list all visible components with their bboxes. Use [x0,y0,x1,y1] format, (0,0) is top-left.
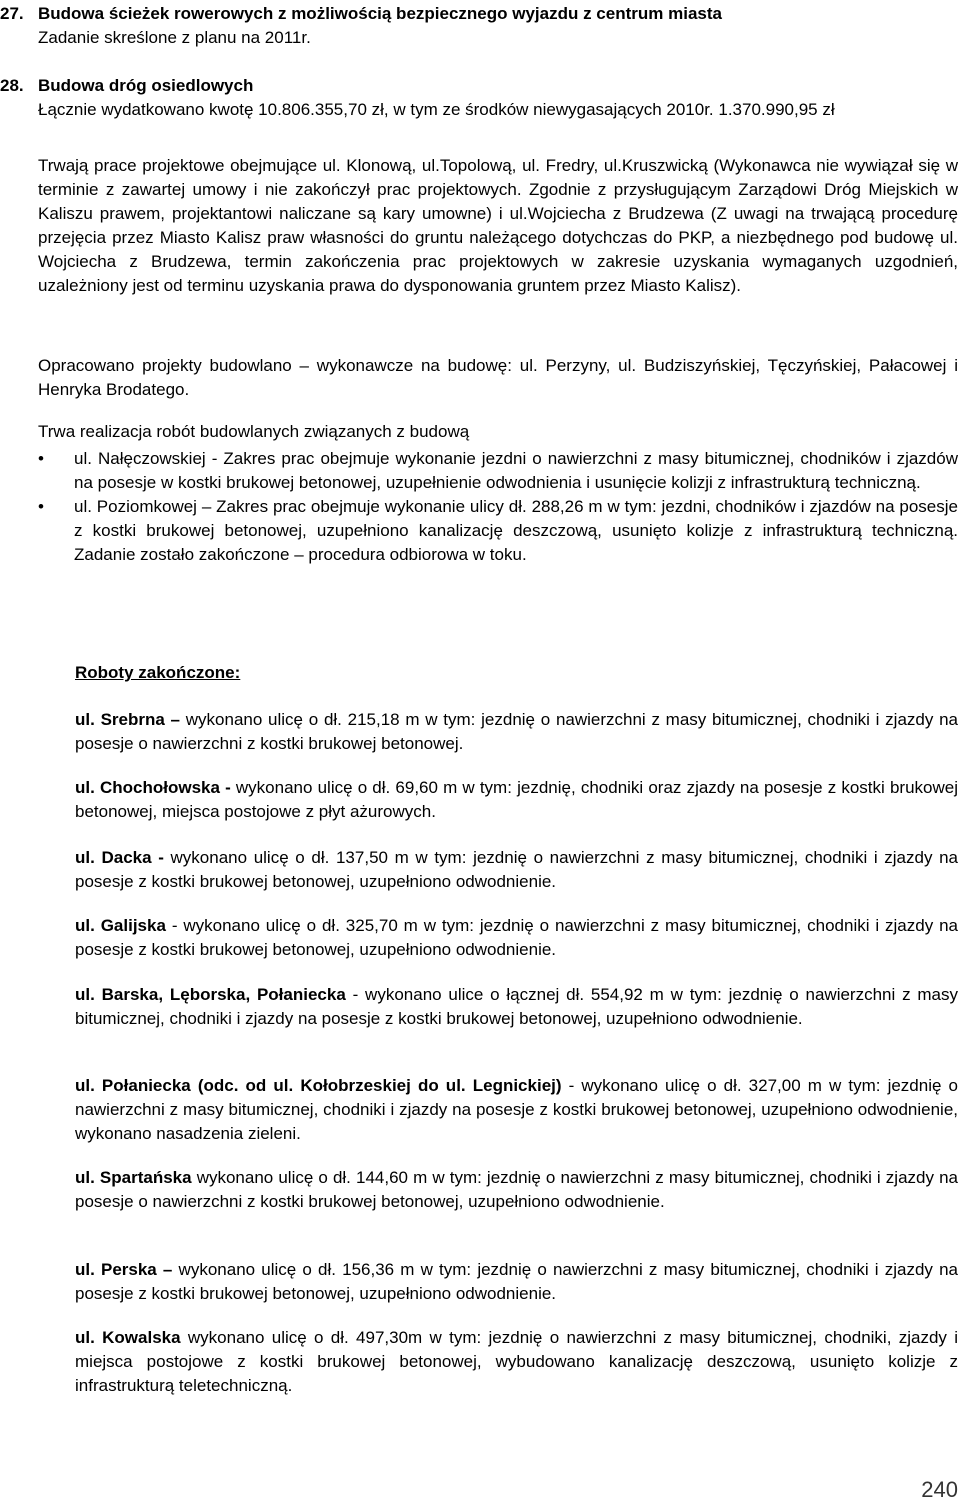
completed-item [75,1074,958,1146]
work-description: wykonano ulicę o dł. 69,60 m w tym: jezdnię, chodniki oraz zjazdy na posesje z kostki brukowej betonowej, miejsca postojowe z płyt ażurowych. [75,778,958,821]
completed-item [75,1326,958,1398]
work-description: wykonano ulicę o dł. 215,18 m w tym: jezdnię o nawierzchni z masy bitumicznej, chodniki i zjazdy na posesje o nawierzchni z kostki brukowej betonowej. [75,710,958,753]
street-name: ul. Chochołowska - [75,778,231,797]
street-name: ul. Kowalska [75,1328,181,1347]
street-name: ul. Srebrna – [75,710,181,729]
section-27-number: 27. [0,4,24,23]
completed-item [75,1166,958,1214]
list-item [38,447,958,495]
bullet-icon: • [38,497,44,516]
street-name: ul. Spartańska [75,1168,192,1187]
completed-item [75,776,958,824]
completed-item [75,1258,958,1306]
work-description: wykonano ulicę o dł. 137,50 m w tym: jezdnię o nawierzchni z masy bitumicznej, chodniki i zjazdy na posesje z kostki brukowej betonowej, uzupełniono odwodnienie. [75,848,959,891]
street-name: ul. Dacka - [75,848,164,867]
section-28-number: 28. [0,76,24,95]
page-number: 240 [921,1477,958,1502]
list-item-text: ul. Poziomkowej – Zakres prac obejmuje wykonanie ulicy dł. 288,26 m w tym: jezdni, chodników i zjazdów na posesje z kostki brukowej betonowej, uzupełniono kanalizację deszczową, usunięto kolizje z infrastrukturą techniczną. Zadanie zostało zakończone – procedura odbiorowa w toku. [74,497,958,564]
work-description: wykonano ulicę o dł. 144,60 m w tym: jezdnię o nawierzchni z masy bitumicznej, chodniki i zjazdy na posesje o nawierzchni z kostki brukowej betonowej, uzupełniono odwodnienie. [75,1168,959,1211]
bullet-icon: • [38,449,44,468]
completed-item [75,708,958,756]
completed-item [75,914,958,962]
work-description: wykonano ulicę o dł. 156,36 m w tym: jezdnię o nawierzchni z masy bitumicznej, chodniki i zjazdy na posesje z kostki brukowej betonowej, uzupełniono odwodnienie. [75,1260,958,1303]
work-description: - wykonano ulicę o dł. 327,00 m w tym: jezdnię o nawierzchni z masy bitumicznej, chodniki i zjazdy na posesje z kostki brukowej betonowej, uzupełniono odwodnienie, wykonano nasadzenia zieleni. [75,1076,958,1143]
street-name: ul. Galijska [75,916,166,935]
building-projects-paragraph: Opracowano projekty budowlano – wykonawcze na budowę: ul. Perzyny, ul. Budziszyńskiej, Tęczyńskiej, Pałacowej i Henryka Brodatego. [38,356,958,399]
completed-item [75,846,958,894]
street-name: ul. Połaniecka (odc. od ul. Kołobrzeskiej do ul. Legnickiej) [75,1076,562,1095]
section-27-note: Zadanie skreślone z planu na 2011r. [38,28,311,47]
design-works-paragraph: Trwają prace projektowe obejmujące ul. Klonową, ul.Topolową, ul. Fredry, ul.Kruszwicką (Wykonawca nie wywiązał się w terminie z zawartej umowy i nie zakończył prac projektowych. Zgodnie z przysługującym Zarządowi Dróg Miejskich w Kaliszu prawem, projektantowi naliczane są kary umowne) i ul.Wojciecha z Brudzewa (Z uwagi na trwającą procedurę przejęcia przez Miasto Kalisz praw własności do gruntu należącego dotychczas do PKP, a niezbędnego pod budowę ul. Wojciecha z Brudzewa, termin zakończenia prac projektowych w zakresie uzyskania wymaganych uzgodnień, uzależniony jest od terminu uzyskania prawa do dysponowania gruntem przez Miasto Kalisz). [38,156,958,295]
street-name: ul. Perska – [75,1260,173,1279]
section-28-title: Budowa dróg osiedlowych [38,76,254,95]
construction-ongoing-paragraph: Trwa realizacja robót budowlanych związanych z budową [38,422,470,441]
work-description: wykonano ulicę o dł. 497,30m w tym: jezdnię o nawierzchni z masy bitumicznej, chodniki, zjazdy i miejsca postojowe z kostki brukowej betonowej, wybudowano kanalizację deszczową, usunięto kolizje z infrastrukturą teletechniczną. [75,1328,959,1395]
expenditure-paragraph: Łącznie wydatkowano kwotę 10.806.355,70 zł, w tym ze środków niewygasających 2010r. 1.370.990,95 zł [38,100,835,119]
list-item [38,495,958,567]
completed-works-heading: Roboty zakończone: [75,663,241,682]
work-description: - wykonano ulicę o dł. 325,70 m w tym: jezdnię o nawierzchni z masy bitumicznej, chodniki i zjazdy na posesje z kostki brukowej betonowej, uzupełniono odwodnienie. [75,916,959,959]
work-description: - wykonano ulice o łącznej dł. 554,92 m w tym: jezdnię o nawierzchni z masy bitumicznej, chodniki i zjazdy na posesje z kostki brukowej betonowej, uzupełniono odwodnienie. [75,985,958,1028]
list-item-text: ul. Nałęczowskiej - Zakres prac obejmuje wykonanie jezdni o nawierzchni z masy bitumicznej, chodników i zjazdów na posesje w kostki brukowej betonowej, uzupełnienie odwodnienia i usunięcie kolizji z infrastrukturą techniczną. [74,449,958,492]
street-name: ul. Barska, Lęborska, Połaniecka [75,985,346,1004]
completed-item [75,983,958,1031]
ongoing-works-list [38,447,958,567]
section-27-title: Budowa ścieżek rowerowych z możliwością bezpiecznego wyjazdu z centrum miasta [38,4,722,23]
